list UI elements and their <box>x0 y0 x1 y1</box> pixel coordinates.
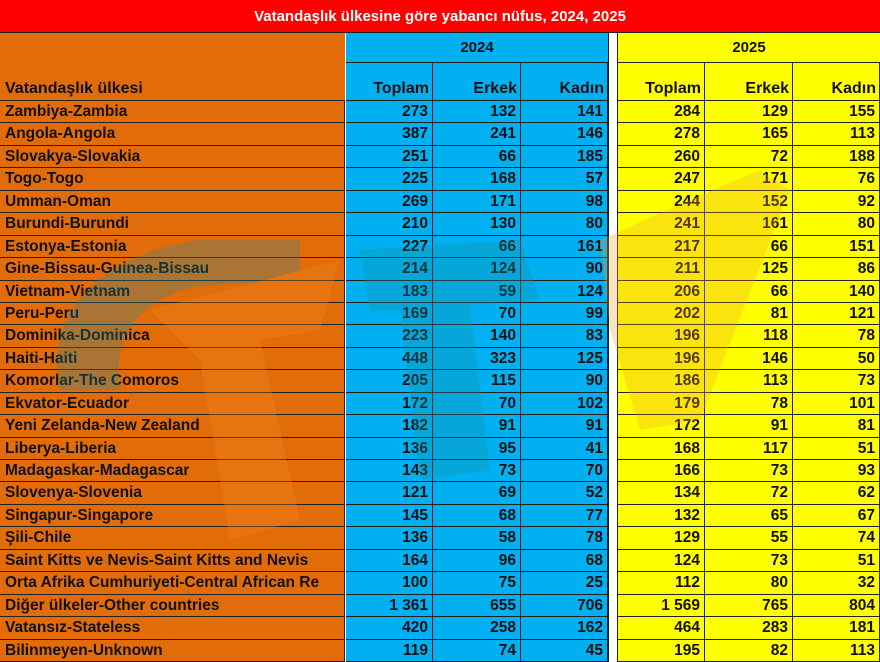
cell-2024-erkek: 58 <box>433 527 521 549</box>
cell-2024-erkek: 75 <box>433 572 521 594</box>
cell-2024-toplam: 172 <box>346 393 433 415</box>
cell-2024-erkek: 73 <box>433 460 521 482</box>
cell-2024-toplam: 1 361 <box>346 595 433 617</box>
cell-2025-toplam: 112 <box>618 572 705 594</box>
cell-2024-kadin: 99 <box>521 303 608 325</box>
cell-2024-toplam: 183 <box>346 281 433 303</box>
cell-2025-kadin: 121 <box>793 303 880 325</box>
cell-2024-toplam: 227 <box>346 236 433 258</box>
cell-2025-toplam: 464 <box>618 617 705 639</box>
cell-2025-erkek: 146 <box>705 348 793 370</box>
cell-2025-erkek: 72 <box>705 146 793 168</box>
table-row <box>0 438 880 460</box>
cell-2024-toplam: 214 <box>346 258 433 280</box>
cell-2025-toplam: 260 <box>618 146 705 168</box>
cell-2025-erkek: 113 <box>705 370 793 392</box>
cell-2024-toplam: 273 <box>346 101 433 123</box>
cell-2024-toplam: 420 <box>346 617 433 639</box>
cell-2024-kadin: 77 <box>521 505 608 527</box>
cell-2024-kadin: 52 <box>521 482 608 504</box>
cell-2025-kadin: 93 <box>793 460 880 482</box>
cell-2025-toplam: 166 <box>618 460 705 482</box>
header-2024-toplam: Toplam <box>346 63 433 101</box>
cell-2024-erkek: 241 <box>433 123 521 145</box>
cell-2025-toplam: 172 <box>618 415 705 437</box>
country-name-cell: Slovakya-Slovakia <box>0 146 345 168</box>
cell-2024-erkek: 95 <box>433 438 521 460</box>
cell-2025-erkek: 152 <box>705 191 793 213</box>
table-row <box>0 595 880 617</box>
cell-2025-toplam: 278 <box>618 123 705 145</box>
cell-2024-toplam: 251 <box>346 146 433 168</box>
cell-2024-erkek: 66 <box>433 146 521 168</box>
cell-2024-kadin: 78 <box>521 527 608 549</box>
country-name-cell: Madagaskar-Madagascar <box>0 460 345 482</box>
cell-2025-toplam: 284 <box>618 101 705 123</box>
cell-2025-erkek: 66 <box>705 236 793 258</box>
cell-2024-toplam: 143 <box>346 460 433 482</box>
cell-2025-toplam: 196 <box>618 348 705 370</box>
country-name-cell: Zambiya-Zambia <box>0 101 345 123</box>
country-name-cell: Gine-Bissau-Guinea-Bissau <box>0 258 345 280</box>
cell-2025-toplam: 202 <box>618 303 705 325</box>
country-name-cell: Komorlar-The Comoros <box>0 370 345 392</box>
country-name-cell: Umman-Oman <box>0 191 345 213</box>
table-row <box>0 101 880 123</box>
cell-2025-kadin: 113 <box>793 123 880 145</box>
cell-2025-erkek: 171 <box>705 168 793 190</box>
cell-2024-kadin: 98 <box>521 191 608 213</box>
cell-2024-kadin: 57 <box>521 168 608 190</box>
table-row <box>0 415 880 437</box>
cell-2024-erkek: 68 <box>433 505 521 527</box>
cell-2024-erkek: 70 <box>433 303 521 325</box>
cell-2025-erkek: 161 <box>705 213 793 235</box>
cell-2025-erkek: 80 <box>705 572 793 594</box>
cell-2025-kadin: 81 <box>793 415 880 437</box>
cell-2024-kadin: 91 <box>521 415 608 437</box>
cell-2024-erkek: 168 <box>433 168 521 190</box>
cell-2024-kadin: 162 <box>521 617 608 639</box>
cell-2025-toplam: 186 <box>618 370 705 392</box>
table-row <box>0 617 880 639</box>
country-name-cell: Singapur-Singapore <box>0 505 345 527</box>
cell-2024-kadin: 146 <box>521 123 608 145</box>
cell-2025-kadin: 80 <box>793 213 880 235</box>
cell-2025-erkek: 118 <box>705 325 793 347</box>
table-row <box>0 281 880 303</box>
cell-2025-erkek: 65 <box>705 505 793 527</box>
cell-2025-toplam: 217 <box>618 236 705 258</box>
cell-2025-erkek: 73 <box>705 550 793 572</box>
cell-2025-toplam: 134 <box>618 482 705 504</box>
cell-2024-toplam: 145 <box>346 505 433 527</box>
cell-2024-toplam: 164 <box>346 550 433 572</box>
country-name-cell: Orta Afrika Cumhuriyeti-Central African Re <box>0 572 345 594</box>
header-2024-kadin: Kadın <box>521 63 608 101</box>
cell-2024-erkek: 74 <box>433 640 521 662</box>
cell-2025-toplam: 195 <box>618 640 705 662</box>
cell-2025-erkek: 765 <box>705 595 793 617</box>
cell-2025-toplam: 129 <box>618 527 705 549</box>
cell-2025-kadin: 804 <box>793 595 880 617</box>
cell-2025-toplam: 168 <box>618 438 705 460</box>
country-name-cell: Burundi-Burundi <box>0 213 345 235</box>
country-name-cell: Vietnam-Vietnam <box>0 281 345 303</box>
table-row <box>0 168 880 190</box>
table-body <box>0 101 880 662</box>
cell-2024-kadin: 185 <box>521 146 608 168</box>
table-row <box>0 146 880 168</box>
cell-2024-kadin: 68 <box>521 550 608 572</box>
cell-2025-erkek: 91 <box>705 415 793 437</box>
table-row <box>0 393 880 415</box>
cell-2024-toplam: 136 <box>346 527 433 549</box>
cell-2024-kadin: 90 <box>521 258 608 280</box>
cell-2025-kadin: 67 <box>793 505 880 527</box>
cell-2025-kadin: 32 <box>793 572 880 594</box>
cell-2024-toplam: 448 <box>346 348 433 370</box>
cell-2024-kadin: 83 <box>521 325 608 347</box>
header-2025-kadin: Kadın <box>793 63 880 101</box>
cell-2025-erkek: 81 <box>705 303 793 325</box>
cell-2025-kadin: 62 <box>793 482 880 504</box>
cell-2025-kadin: 140 <box>793 281 880 303</box>
cell-2024-kadin: 124 <box>521 281 608 303</box>
cell-2025-kadin: 181 <box>793 617 880 639</box>
cell-2025-kadin: 155 <box>793 101 880 123</box>
cell-2024-erkek: 70 <box>433 393 521 415</box>
country-name-cell: Haiti-Haiti <box>0 348 345 370</box>
country-name-cell: Vatansız-Stateless <box>0 617 345 639</box>
cell-2025-erkek: 129 <box>705 101 793 123</box>
cell-2024-erkek: 258 <box>433 617 521 639</box>
cell-2025-kadin: 73 <box>793 370 880 392</box>
cell-2025-toplam: 179 <box>618 393 705 415</box>
cell-2025-kadin: 51 <box>793 550 880 572</box>
cell-2024-toplam: 210 <box>346 213 433 235</box>
table-row <box>0 460 880 482</box>
cell-2025-toplam: 241 <box>618 213 705 235</box>
cell-2025-kadin: 101 <box>793 393 880 415</box>
cell-2024-erkek: 59 <box>433 281 521 303</box>
cell-2025-erkek: 66 <box>705 281 793 303</box>
cell-2025-kadin: 74 <box>793 527 880 549</box>
country-name-cell: Estonya-Estonia <box>0 236 345 258</box>
table-row <box>0 505 880 527</box>
country-name-cell: Togo-Togo <box>0 168 345 190</box>
table-row <box>0 123 880 145</box>
cell-2025-erkek: 82 <box>705 640 793 662</box>
table-row <box>0 325 880 347</box>
table-row <box>0 191 880 213</box>
cell-2024-toplam: 269 <box>346 191 433 213</box>
country-name-cell: Dominika-Dominica <box>0 325 345 347</box>
cell-2025-toplam: 211 <box>618 258 705 280</box>
cell-2024-erkek: 323 <box>433 348 521 370</box>
cell-2024-kadin: 80 <box>521 213 608 235</box>
cell-2025-toplam: 1 569 <box>618 595 705 617</box>
cell-2025-kadin: 151 <box>793 236 880 258</box>
country-name-cell: Yeni Zelanda-New Zealand <box>0 415 345 437</box>
cell-2024-toplam: 169 <box>346 303 433 325</box>
table-row <box>0 482 880 504</box>
header-2025-erkek: Erkek <box>705 63 793 101</box>
table-row <box>0 572 880 594</box>
cell-2024-toplam: 121 <box>346 482 433 504</box>
cell-2025-erkek: 78 <box>705 393 793 415</box>
cell-2024-erkek: 91 <box>433 415 521 437</box>
cell-2024-kadin: 41 <box>521 438 608 460</box>
cell-2024-toplam: 225 <box>346 168 433 190</box>
cell-2025-toplam: 132 <box>618 505 705 527</box>
cell-2025-kadin: 113 <box>793 640 880 662</box>
header-2025-toplam: Toplam <box>618 63 705 101</box>
cell-2025-erkek: 73 <box>705 460 793 482</box>
cell-2024-erkek: 96 <box>433 550 521 572</box>
cell-2025-kadin: 188 <box>793 146 880 168</box>
cell-2025-toplam: 247 <box>618 168 705 190</box>
cell-2025-kadin: 78 <box>793 325 880 347</box>
cell-2024-erkek: 171 <box>433 191 521 213</box>
cell-2025-kadin: 50 <box>793 348 880 370</box>
cell-2024-erkek: 115 <box>433 370 521 392</box>
year-2025-header: 2025 <box>618 33 880 63</box>
table-row <box>0 640 880 662</box>
cell-2024-toplam: 387 <box>346 123 433 145</box>
country-name-cell: Liberya-Liberia <box>0 438 345 460</box>
country-name-cell: Saint Kitts ve Nevis-Saint Kitts and Nevis <box>0 550 345 572</box>
table-row <box>0 348 880 370</box>
country-column-header: Vatandaşlık ülkesi <box>0 63 345 101</box>
cell-2024-kadin: 70 <box>521 460 608 482</box>
country-name-cell: Angola-Angola <box>0 123 345 145</box>
cell-2025-erkek: 72 <box>705 482 793 504</box>
table-row <box>0 258 880 280</box>
country-name-cell: Peru-Peru <box>0 303 345 325</box>
cell-2024-kadin: 141 <box>521 101 608 123</box>
cell-2024-toplam: 136 <box>346 438 433 460</box>
year-2024-header: 2024 <box>346 33 608 63</box>
header-2024-erkek: Erkek <box>433 63 521 101</box>
cell-2024-kadin: 706 <box>521 595 608 617</box>
cell-2024-toplam: 205 <box>346 370 433 392</box>
cell-2025-toplam: 124 <box>618 550 705 572</box>
cell-2024-erkek: 655 <box>433 595 521 617</box>
cell-2024-erkek: 130 <box>433 213 521 235</box>
table-title: Vatandaşlık ülkesine göre yabancı nüfus, 2024, 2025 <box>0 0 880 33</box>
cell-2025-kadin: 92 <box>793 191 880 213</box>
cell-2024-erkek: 140 <box>433 325 521 347</box>
cell-2024-erkek: 69 <box>433 482 521 504</box>
cell-2024-erkek: 132 <box>433 101 521 123</box>
country-name-cell: Slovenya-Slovenia <box>0 482 345 504</box>
cell-2025-toplam: 196 <box>618 325 705 347</box>
cell-2024-toplam: 182 <box>346 415 433 437</box>
cell-2025-kadin: 86 <box>793 258 880 280</box>
table-row <box>0 527 880 549</box>
cell-2025-kadin: 76 <box>793 168 880 190</box>
cell-2024-erkek: 124 <box>433 258 521 280</box>
table-row <box>0 370 880 392</box>
country-name-cell: Bilinmeyen-Unknown <box>0 640 345 662</box>
country-name-cell: Şili-Chile <box>0 527 345 549</box>
cell-2024-kadin: 125 <box>521 348 608 370</box>
cell-2025-erkek: 165 <box>705 123 793 145</box>
cell-2024-erkek: 66 <box>433 236 521 258</box>
cell-2025-toplam: 244 <box>618 191 705 213</box>
cell-2024-kadin: 102 <box>521 393 608 415</box>
country-name-cell: Ekvator-Ecuador <box>0 393 345 415</box>
cell-2025-kadin: 51 <box>793 438 880 460</box>
country-name-cell: Diğer ülkeler-Other countries <box>0 595 345 617</box>
cell-2024-toplam: 223 <box>346 325 433 347</box>
cell-2025-erkek: 283 <box>705 617 793 639</box>
cell-2025-erkek: 55 <box>705 527 793 549</box>
table-row <box>0 213 880 235</box>
table-row <box>0 550 880 572</box>
table-row <box>0 303 880 325</box>
cell-2024-kadin: 45 <box>521 640 608 662</box>
cell-2025-erkek: 125 <box>705 258 793 280</box>
cell-2024-kadin: 90 <box>521 370 608 392</box>
cell-2024-kadin: 161 <box>521 236 608 258</box>
cell-2024-kadin: 25 <box>521 572 608 594</box>
cell-2024-toplam: 100 <box>346 572 433 594</box>
cell-2025-erkek: 117 <box>705 438 793 460</box>
table-row <box>0 236 880 258</box>
cell-2024-toplam: 119 <box>346 640 433 662</box>
cell-2025-toplam: 206 <box>618 281 705 303</box>
